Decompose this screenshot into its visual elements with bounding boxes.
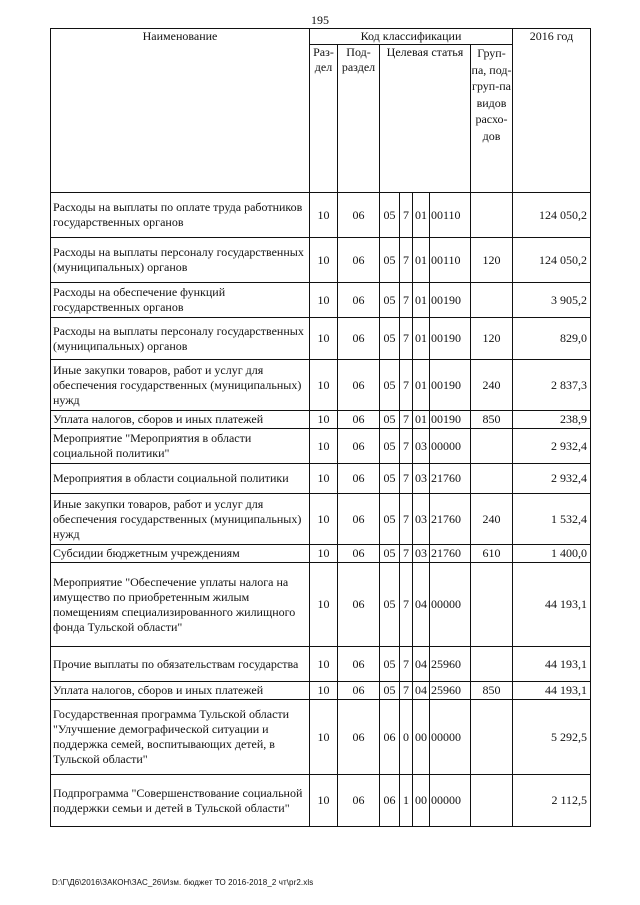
row-expense-group: 120	[471, 238, 513, 283]
row-podrazdel: 06	[338, 318, 380, 360]
file-path-footer: D:\Г\Д6\2016\ЗАКОН\ЗАС_26\Изм. бюджет ТО 2016-2018_2 чт\pr2.xls	[52, 878, 314, 887]
row-razdel: 10	[310, 360, 338, 411]
row-target-program: 05	[380, 563, 400, 647]
table-row	[51, 360, 591, 411]
row-expense-group	[471, 563, 513, 647]
row-target-subprogram: 7	[400, 429, 413, 464]
row-target-direction: 21760	[430, 494, 471, 545]
row-target-activity: 03	[413, 464, 430, 494]
row-name: Мероприятие "Мероприятия в области социальной политики"	[51, 429, 310, 464]
row-podrazdel: 06	[338, 411, 380, 429]
row-target-activity: 01	[413, 283, 430, 318]
row-podrazdel: 06	[338, 360, 380, 411]
row-podrazdel: 06	[338, 464, 380, 494]
table-row	[51, 283, 591, 318]
row-target-subprogram: 7	[400, 464, 413, 494]
row-razdel: 10	[310, 193, 338, 238]
row-target-subprogram: 7	[400, 238, 413, 283]
row-target-direction: 00190	[430, 318, 471, 360]
row-target-program: 05	[380, 545, 400, 563]
row-razdel: 10	[310, 647, 338, 682]
row-name: Мероприятия в области социальной политики	[51, 464, 310, 494]
row-amount-2016: 44 193,1	[513, 563, 591, 647]
row-target-direction: 00190	[430, 411, 471, 429]
row-amount-2016: 2 932,4	[513, 464, 591, 494]
row-expense-group	[471, 700, 513, 775]
table-row	[51, 775, 591, 827]
row-podrazdel: 06	[338, 563, 380, 647]
row-target-activity: 03	[413, 429, 430, 464]
row-amount-2016: 3 905,2	[513, 283, 591, 318]
row-target-direction: 25960	[430, 647, 471, 682]
row-podrazdel: 06	[338, 682, 380, 700]
table-row	[51, 494, 591, 545]
table-body	[51, 193, 591, 827]
row-target-subprogram: 7	[400, 563, 413, 647]
row-razdel: 10	[310, 563, 338, 647]
row-target-direction: 00000	[430, 700, 471, 775]
row-target-activity: 00	[413, 775, 430, 827]
row-target-activity: 01	[413, 360, 430, 411]
row-expense-group	[471, 464, 513, 494]
row-amount-2016: 124 050,2	[513, 193, 591, 238]
row-target-direction: 00000	[430, 429, 471, 464]
row-podrazdel: 06	[338, 193, 380, 238]
table-row	[51, 464, 591, 494]
table-row	[51, 411, 591, 429]
row-name: Прочие выплаты по обязательствам государства	[51, 647, 310, 682]
row-target-program: 05	[380, 647, 400, 682]
header-expense-group: Груп-па, под-груп-па видов расхо-дов	[471, 45, 513, 193]
row-target-activity: 03	[413, 545, 430, 563]
row-name: Подпрограмма "Совершенствование социальной поддержки семьи и детей в Тульской области"	[51, 775, 310, 827]
row-target-subprogram: 7	[400, 318, 413, 360]
row-razdel: 10	[310, 318, 338, 360]
row-amount-2016: 2 837,3	[513, 360, 591, 411]
row-podrazdel: 06	[338, 700, 380, 775]
row-target-direction: 00190	[430, 283, 471, 318]
row-podrazdel: 06	[338, 775, 380, 827]
row-name: Мероприятие "Обеспечение уплаты налога на имущество по приобретенным жилым помещениям специализированного жилищного фонда Тульской области"	[51, 563, 310, 647]
row-target-activity: 01	[413, 193, 430, 238]
row-expense-group: 610	[471, 545, 513, 563]
row-name: Уплата налогов, сборов и иных платежей	[51, 682, 310, 700]
row-name: Расходы на выплаты по оплате труда работников государственных органов	[51, 193, 310, 238]
row-target-activity: 01	[413, 318, 430, 360]
row-target-direction: 25960	[430, 682, 471, 700]
row-target-direction: 21760	[430, 545, 471, 563]
row-name: Иные закупки товаров, работ и услуг для обеспечения государственных (муниципальных) нужд	[51, 494, 310, 545]
row-target-program: 06	[380, 700, 400, 775]
row-razdel: 10	[310, 238, 338, 283]
row-amount-2016: 44 193,1	[513, 682, 591, 700]
row-target-direction: 00190	[430, 360, 471, 411]
row-name: Расходы на обеспечение функций государственных органов	[51, 283, 310, 318]
row-target-program: 05	[380, 193, 400, 238]
row-target-subprogram: 7	[400, 494, 413, 545]
row-name: Расходы на выплаты персоналу государственных (муниципальных) органов	[51, 318, 310, 360]
table-row	[51, 545, 591, 563]
row-target-program: 05	[380, 429, 400, 464]
table-row	[51, 429, 591, 464]
table-row	[51, 238, 591, 283]
row-razdel: 10	[310, 775, 338, 827]
row-target-program: 05	[380, 238, 400, 283]
row-target-subprogram: 0	[400, 700, 413, 775]
row-target-subprogram: 7	[400, 193, 413, 238]
table-row	[51, 682, 591, 700]
row-podrazdel: 06	[338, 238, 380, 283]
row-name: Уплата налогов, сборов и иных платежей	[51, 411, 310, 429]
header-name: Наименование	[51, 29, 310, 193]
row-target-direction: 00110	[430, 238, 471, 283]
row-razdel: 10	[310, 283, 338, 318]
row-podrazdel: 06	[338, 283, 380, 318]
table-row	[51, 563, 591, 647]
row-target-subprogram: 7	[400, 360, 413, 411]
row-name: Иные закупки товаров, работ и услуг для обеспечения государственных (муниципальных) нужд	[51, 360, 310, 411]
row-expense-group	[471, 193, 513, 238]
row-name: Расходы на выплаты персоналу государственных (муниципальных) органов	[51, 238, 310, 283]
row-amount-2016: 1 532,4	[513, 494, 591, 545]
row-target-program: 05	[380, 494, 400, 545]
row-podrazdel: 06	[338, 647, 380, 682]
row-target-direction: 00000	[430, 775, 471, 827]
header-target-article: Целевая статья	[380, 45, 471, 193]
row-razdel: 10	[310, 464, 338, 494]
page-number: 195	[311, 13, 329, 27]
budget-table	[50, 28, 591, 827]
row-amount-2016: 1 400,0	[513, 545, 591, 563]
row-target-direction: 21760	[430, 464, 471, 494]
row-razdel: 10	[310, 682, 338, 700]
row-name: Государственная программа Тульской области "Улучшение демографической ситуации и поддержка семей, воспитывающих детей, в Тульской области"	[51, 700, 310, 775]
table-row	[51, 318, 591, 360]
row-target-activity: 04	[413, 647, 430, 682]
row-podrazdel: 06	[338, 494, 380, 545]
row-target-program: 05	[380, 283, 400, 318]
row-target-activity: 03	[413, 494, 430, 545]
row-razdel: 10	[310, 700, 338, 775]
row-target-program: 05	[380, 411, 400, 429]
row-target-subprogram: 7	[400, 545, 413, 563]
row-amount-2016: 124 050,2	[513, 238, 591, 283]
header-year: 2016 год	[513, 29, 591, 193]
row-amount-2016: 829,0	[513, 318, 591, 360]
row-name: Субсидии бюджетным учреждениям	[51, 545, 310, 563]
row-target-activity: 00	[413, 700, 430, 775]
row-target-subprogram: 1	[400, 775, 413, 827]
row-podrazdel: 06	[338, 429, 380, 464]
row-target-activity: 04	[413, 682, 430, 700]
row-target-program: 05	[380, 360, 400, 411]
row-target-subprogram: 7	[400, 283, 413, 318]
row-target-direction: 00000	[430, 563, 471, 647]
row-target-subprogram: 7	[400, 647, 413, 682]
row-amount-2016: 238,9	[513, 411, 591, 429]
row-expense-group: 240	[471, 494, 513, 545]
row-expense-group	[471, 283, 513, 318]
row-target-subprogram: 7	[400, 411, 413, 429]
row-expense-group	[471, 647, 513, 682]
row-target-program: 06	[380, 775, 400, 827]
header-classification: Код классификации	[310, 29, 513, 45]
row-expense-group: 850	[471, 682, 513, 700]
row-expense-group	[471, 775, 513, 827]
row-amount-2016: 5 292,5	[513, 700, 591, 775]
table-row	[51, 647, 591, 682]
row-razdel: 10	[310, 545, 338, 563]
row-target-program: 05	[380, 682, 400, 700]
row-expense-group: 850	[471, 411, 513, 429]
row-razdel: 10	[310, 494, 338, 545]
row-target-subprogram: 7	[400, 682, 413, 700]
row-target-program: 05	[380, 318, 400, 360]
row-target-activity: 01	[413, 411, 430, 429]
row-expense-group: 120	[471, 318, 513, 360]
table-row	[51, 700, 591, 775]
table-header	[51, 29, 591, 193]
header-razdel: Раз-дел	[310, 45, 338, 193]
row-podrazdel: 06	[338, 545, 380, 563]
row-target-direction: 00110	[430, 193, 471, 238]
row-expense-group: 240	[471, 360, 513, 411]
row-razdel: 10	[310, 429, 338, 464]
row-amount-2016: 2 932,4	[513, 429, 591, 464]
row-target-activity: 04	[413, 563, 430, 647]
row-amount-2016: 2 112,5	[513, 775, 591, 827]
row-amount-2016: 44 193,1	[513, 647, 591, 682]
row-target-program: 05	[380, 464, 400, 494]
row-razdel: 10	[310, 411, 338, 429]
header-podrazdel: Под-раздел	[338, 45, 380, 193]
row-expense-group	[471, 429, 513, 464]
row-target-activity: 01	[413, 238, 430, 283]
table-row	[51, 193, 591, 238]
